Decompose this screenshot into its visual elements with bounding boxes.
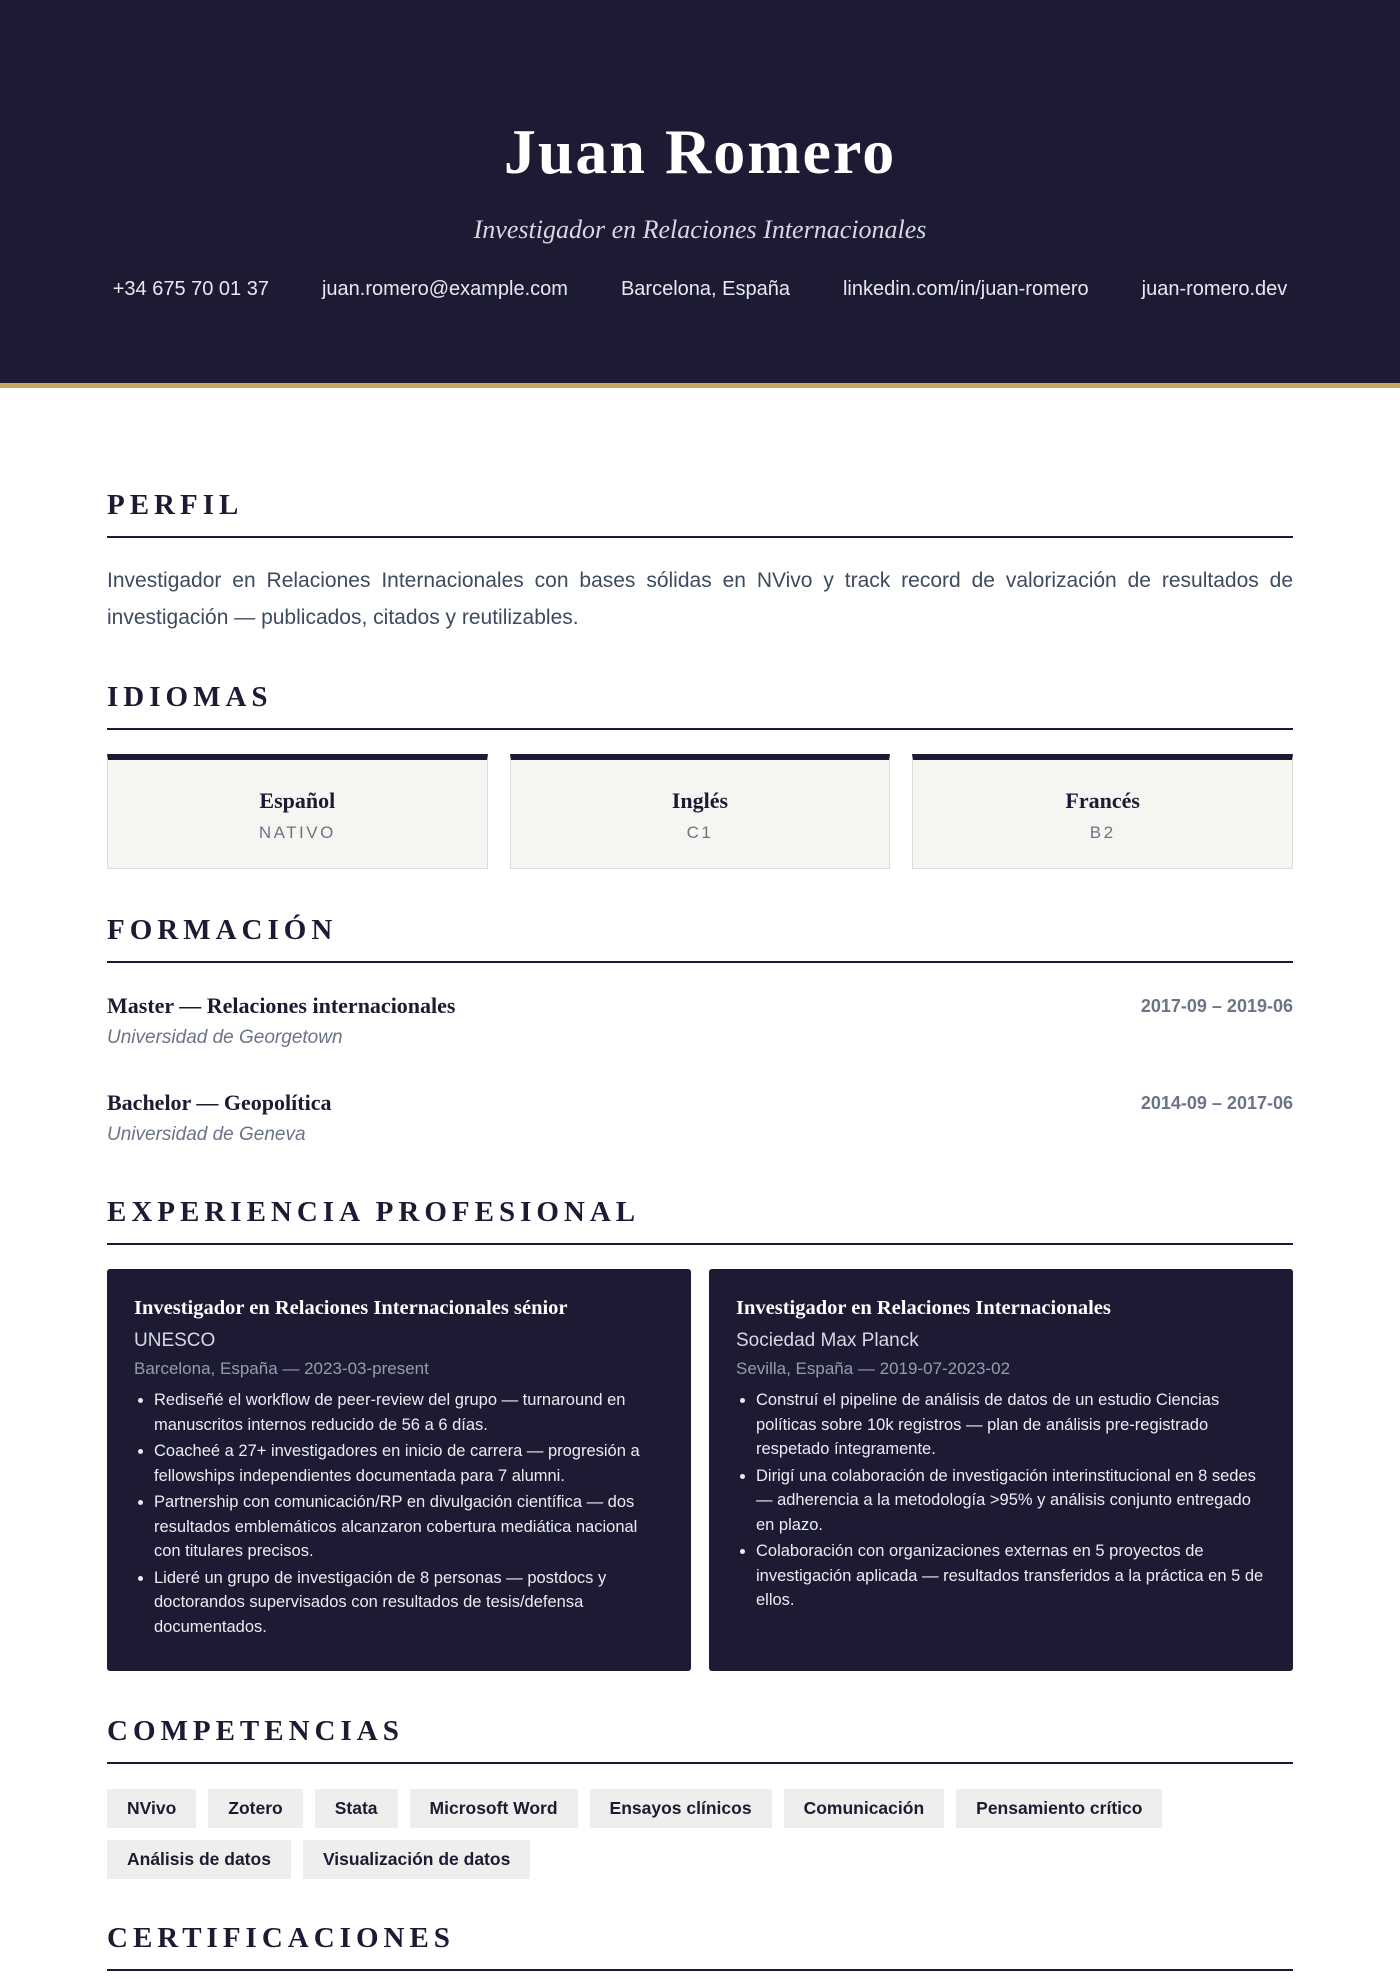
achievement-item: • Dirigí una colaboración de investigación interinstitucional en 8 sedes — adherencia a la metodología >95% y análisis conjunto entregado en plazo.: [756, 1464, 1266, 1538]
language-level: C1: [686, 823, 714, 842]
contact-bar: [0, 274, 1400, 304]
education-school: Universidad de Georgetown: [107, 1027, 343, 1048]
candidate-title: Investigador en Relaciones Internacionales: [473, 215, 927, 244]
language-card: [510, 754, 891, 869]
job-achievements: [736, 1388, 1266, 1613]
section-heading-experience: EXPERIENCIA PROFESIONAL: [107, 1194, 1293, 1245]
skill-tag: Stata: [315, 1789, 398, 1828]
language-level: NATIVO: [258, 823, 336, 842]
job-company: Sociedad Max Planck: [736, 1330, 919, 1351]
contact-email[interactable]: juan.romero@example.com: [321, 278, 568, 300]
language-card: [912, 754, 1293, 869]
section-heading-profile: PERFIL: [107, 487, 1293, 538]
skill-tag: Análisis de datos: [107, 1840, 291, 1879]
language-name: Español: [259, 788, 336, 813]
education-school: Universidad de Geneva: [107, 1124, 306, 1145]
achievement-item: • Lideré un grupo de investigación de 8 personas — postdocs y doctorandos supervisados con resultados de tesis/defensa documentados.: [154, 1566, 664, 1640]
job-achievements: [134, 1388, 664, 1639]
job-title: Investigador en Relaciones Internacionales: [736, 1297, 1111, 1319]
education-degree: Master — Relaciones internacionales: [107, 993, 456, 1018]
profile-summary: Investigador en Relaciones Internacionales con bases sólidas en NVivo y track record de valorización de resultados de investigación — publicados, citados y reutilizables.: [107, 569, 1293, 629]
skills-list: [107, 1789, 1293, 1879]
contact-website[interactable]: juan-romero.dev: [1141, 278, 1288, 300]
job-location-dates: Sevilla, España — 2019-07-2023-02: [736, 1359, 1011, 1378]
skill-tag: Comunicación: [784, 1789, 945, 1828]
education-dates: 2014-09 – 2017-06: [1140, 1093, 1293, 1113]
education-entry: [107, 990, 1293, 1060]
skill-tag: Zotero: [208, 1789, 302, 1828]
experience-card: [709, 1269, 1293, 1671]
section-heading-languages: IDIOMAS: [107, 679, 1293, 730]
contact-location: Barcelona, España: [620, 278, 790, 300]
education-entry: [107, 1087, 1293, 1157]
achievement-item: • Colaboración con organizaciones externas en 5 proyectos de investigación aplicada — resultados transferidos a la práctica en 5 de ellos.: [756, 1539, 1266, 1613]
skill-tag: Ensayos clínicos: [590, 1789, 772, 1828]
experience-list: [107, 1269, 1293, 1671]
job-company: UNESCO: [134, 1330, 216, 1351]
job-title: Investigador en Relaciones Internacionales sénior: [134, 1297, 568, 1319]
language-level: B2: [1089, 823, 1116, 842]
skill-tag: NVivo: [107, 1789, 196, 1828]
skill-tag: Microsoft Word: [410, 1789, 578, 1828]
skill-tag: Visualización de datos: [303, 1840, 530, 1879]
skill-tag: Pensamiento crítico: [956, 1789, 1162, 1828]
education-degree: Bachelor — Geopolítica: [107, 1090, 332, 1115]
job-location-dates: Barcelona, España — 2023-03-present: [134, 1359, 429, 1378]
language-name: Inglés: [671, 788, 729, 813]
contact-linkedin[interactable]: linkedin.com/in/juan-romero: [842, 278, 1089, 300]
achievement-item: • Construí el pipeline de análisis de datos de un estudio Ciencias políticas sobre 10k registros — plan de análisis pre-registrado respetado íntegramente.: [756, 1388, 1266, 1462]
contact-phone: +34 675 70 01 37: [112, 278, 269, 300]
language-name: Francés: [1065, 788, 1140, 813]
section-heading-education: FORMACIÓN: [107, 912, 1293, 963]
achievement-item: • Rediseñé el workflow de peer-review del grupo — turnaround en manuscritos internos reducido de 56 a 6 días.: [154, 1388, 664, 1437]
section-heading-skills: COMPETENCIAS: [107, 1713, 1293, 1764]
candidate-name: Juan Romero: [503, 116, 897, 187]
languages-list: [107, 754, 1293, 869]
achievement-item: • Partnership con comunicación/RP en divulgación científica — dos resultados emblemáticos alcanzaron cobertura mediática nacional con titulares precisos.: [154, 1490, 664, 1564]
language-card: [107, 754, 488, 869]
education-dates: 2017-09 – 2019-06: [1140, 996, 1293, 1016]
experience-card: [107, 1269, 691, 1671]
resume-header: [0, 0, 1400, 388]
achievement-item: • Coacheé a 27+ investigadores en inicio de carrera — progresión a fellowships independientes documentada para 7 alumni.: [154, 1439, 664, 1488]
section-heading-certifications: CERTIFICACIONES: [107, 1920, 1293, 1971]
